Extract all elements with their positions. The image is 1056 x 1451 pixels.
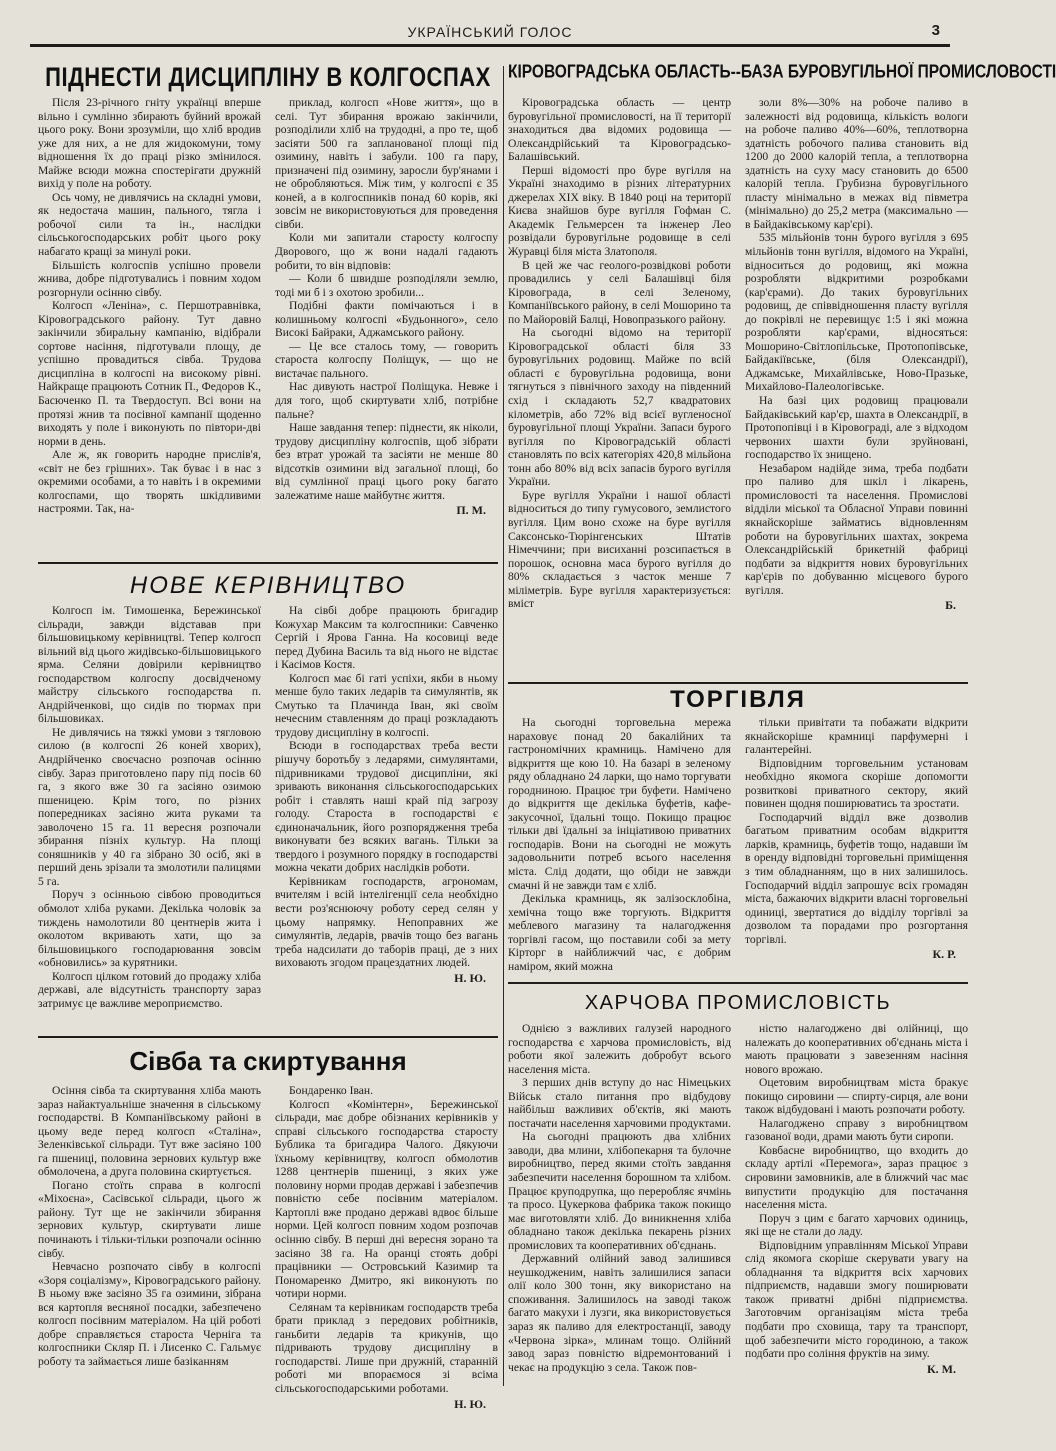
paragraph: Відповідним торговельним установам необхідно якомога скоріше допомогти розвиткові приватного сектору, який повинен щодня поширюватись та зростати. <box>745 756 968 811</box>
column-divider <box>503 66 504 1386</box>
paragraph: приклад, колгосп «Нове життя», що в селі. Тут збирання врожаю закінчили, розподілили хліб на трудодні, а про те, щоб засіяти 500 га запланованої площі під озимину, навіть і забули. 100 га пару, призначені під озимину, заросли бур'янами і не обробляються. Між тим, у колгоспі є 35 коней, а в колгоспників понад 60 корів, які зовсім не використовуються для проведення сівби. <box>275 96 498 231</box>
paragraph: Відповідним управлінням Міської Управи слід якомога скоріше скерувати увагу на обладнання та відкриття всіх харчових підприємств, надавши змогу поширювати також приватні дрібні підприємства. Заготовчим організаціям міста треба подбати про сховища, тару та транспорт, щоб забезпечити місто городиною, а також подбати про солiння фруктів на зиму. <box>745 1238 968 1361</box>
paragraph: Налагоджено справу з виробництвом газованої води, драми мають бути сиропи. <box>745 1116 968 1144</box>
paragraph: На сьогодні відомо на території Кіровоградської області біля 33 буровугільних родовищ. Майже по всій області є буровугільна родовища, вони тягнуться з північного заходу на південний схід і складають 52,7 квадратових кілометрів, або 72% від всієї вугленосної буровугільної площі України. Запаси бурого вугілля по Кіровоградській області становлять по всіх категоріях 420,8 мільйона тонн або 80% від всіх запасів бурого вугілля України. <box>508 326 731 489</box>
signature: К. Р. <box>932 947 956 962</box>
paragraph: Господарчий відділ вже дозволив багатьом приватним особам відкриття ларків, крамниць, буфетів тощо, надавши їм в оренду відповідні торговельні приміщення з тим обладнанням, що в них залишилось. Господарчий відділ запрошує всіх громадян міста, бажаючих відкрити власні торговельні одиниці, звертатися до відділу торгівлі за дозволом та порадами про розгортання торгівлі. <box>745 810 968 946</box>
paragraph: Колгосп має бi гаті успіхи, якби в ньому менше було таких ледарів та симулянтів, як Смутько та Плачинда Іван, які своїм нечесним ставленням до праці розкладають трудову дисципліну в колгоспі. <box>275 671 498 739</box>
paragraph: На базі цих родовищ працювали Байдаківський кар'єр, шахта в Олександрії, в Протопопівці і в Кіровограді, але з відходом червоних шахти були зруйновані, господарство їх знищено. <box>745 394 968 462</box>
paragraph: Декілька крамниць, як залізосклобіна, хемічна тощо вже торгують. Відкриття меблевого магазину та налагодження торгівлі гасом, що поставили собі за мету Кірторг в найближчий час, є добрим наміром, який можна <box>508 892 731 973</box>
column <box>275 1084 498 1439</box>
headline-leadership: НОВЕ КЕРІВНИЦТВО <box>129 572 407 599</box>
headline-food: ХАРЧОВА ПРОМИСЛОВІСТЬ <box>584 992 892 1014</box>
paragraph: На сівбі добре працюють бригадир Кожухар Максим та колгоспники: Савченко Сергій і Ярова Ганна. На косовиці веде перед Дубина Василь та від нього не відстає і Касімов Костя. <box>275 604 498 672</box>
headline-sowing: Сівба та скиртування <box>129 1046 407 1076</box>
column <box>745 716 968 978</box>
masthead <box>30 24 950 47</box>
article-sowing <box>38 1042 498 1442</box>
paragraph: — Це все сталось тому, — говорить староста колгоспу Поліщук, — що не вистачає пального. <box>275 339 498 380</box>
paragraph: Погано стоїть справа в колгоспі «Міхоєна», Сасівської сільради, цього ж району. Тут ще не закінчили збирання зернових культур, скиртувати лише починають і тільки-тільки розпочали осінню сівбу. <box>38 1178 261 1260</box>
paragraph: В цей же час геолого-розвідкові роботи провадились у селі Балашівці біля Кіровограда, в селі Зеленому, Компаніївського району, в селі Мошорино та по Майоровій Балці, Новопразького району. <box>508 258 731 326</box>
paragraph: Буре вугілля України і нашої області відноситься до типу гумусового, землистого вугілля. Цим воно схоже на буре вугілля Саксонсько-Тюрінгенських Штатів Німеччини; при висиханні розсипається в порошок, основна маса бурого вугілля до 80% складається з часток менше 7 міліметрів. Буре вугілля характеризується: вміст <box>508 488 731 611</box>
column <box>745 96 968 678</box>
paragraph: Однією з важливих галузей народного господарства є харчова промисловість, від роботи якої залежить добробут всього населення міста. <box>508 1022 731 1076</box>
paragraph: Ковбасне виробництво, що входить до складу артілі «Перемога», зараз працює з сировини замовників, але в ближчий час має випустити продукцію для постачання населення міста. <box>745 1143 968 1212</box>
column <box>38 96 261 554</box>
paragraph: ністю налагоджено дві олійниці, що належать до кооперативних об'єднань міста і мають працювати з завезенням насіння нового врожаю. <box>745 1022 968 1076</box>
paragraph: Оцетовим виробництвам міста бракує покищо сировини — спирту-сирця, але вони також відбудовані і мають розпочати роботу. <box>745 1076 968 1117</box>
paragraph: Колгосп цілком готовий до продажу хліба державі, але відсутність транспорту зараз затримує це важливе мероприємство. <box>38 969 261 1010</box>
signature: Б. <box>945 598 956 613</box>
column <box>275 96 498 554</box>
paragraph: — Коли б швидше розподіляли землю, тоді ми б і з охотою зробили... <box>275 272 498 299</box>
column <box>38 604 261 1028</box>
headline-discipline: ПІДНЕСТИ ДИСЦИПЛІНУ В КОЛГОСПАХ <box>45 62 491 92</box>
signature: К. М. <box>926 1361 956 1376</box>
paragraph: Кіровоградська область — центр буровугільної промисловості, на її території знаходиться два відомих родовища — Олександрійський та Кіровоградсько-Балашівський. <box>508 96 731 164</box>
rule <box>38 562 498 564</box>
article-trade <box>508 686 968 978</box>
paragraph: Колгосп «Леніна», с. Першотравнівка, Кіровоградського району. Тут давно закінчили збиральну кампанію, відібрали сортове насіння, підготували площу, де успішно провадиться сівба. Трудова дисципліна в колгоспі на високому рівні. Найкраще працюють Сотник П., Федоров К., Басюченко П. та Твердоступ. Всі вони на протязі жнив та посівної кампанії щоденно виходять у поле і виконують по півтори-дві норми в день. <box>38 299 261 448</box>
paragraph: Більшість колгоспів успішно провели жнива, добре підготувались і повним ходом розгорнули осінню сівбу. <box>38 258 261 299</box>
paragraph: Державний олійний завод залишився неушкодженим, навіть залишилися запаси олії коло 300 тонн, яку використано на споживання. Залишилось на заводі також багато макухи і лузги, яка використовується зараз як паливо для електростанції, заводу «Червона зірка», млинам тощо. Олійний завод зараз повністю відремонтований і чекає на продукцію з села. Також пов- <box>508 1252 731 1374</box>
paragraph: золи 8%—30% на робоче паливо в залежності від родовища, кількість вологи на робоче паливо 40%—60%, теплотворна здатність робочого палива становить від 1200 до 2000 калорій тепла, а теплотворна здатність на суху масу становить до 6500 калорій тепла. Грубизна буровугільного пласту мінімально в межах від півметра (мінімально) до 25,2 метра (максимально — в Байдаківському кар'єрі). <box>745 96 968 231</box>
article-discipline <box>38 62 498 557</box>
paragraph: На сьогодні торговельна мережа нараховує понад 20 бакалійних та гастрономічних крамниць. Намічено для відкриття ще кою 10. На базарі в зеленому ряду обладнано 24 ларки, що намо торгувати городниною. Працює три буфети. Намічено до відкриття ще декілька буфетів, кафе-закусочної, їдальні тощо. Покищо працює тільки дві їдальні за ініціативою приватних господарів. Вони на сьогодні не можуть задовольнити потреб всього населення міста. Слід додати, що обіди не завжди смачні й не завжди там є хліб. <box>508 716 731 892</box>
paragraph: Ось чому, не дивлячись на складні умови, як недостача машин, пального, тягла і робочої сили та ін., наслідки сільськогосподарських робіт цього року набагато кращі за минулі роки. <box>38 190 261 259</box>
rule <box>508 982 968 984</box>
column <box>508 1022 731 1440</box>
headline-trade: ТОРГІВЛЯ <box>670 686 806 713</box>
paragraph: Не дивлячись на тяжкі умови з тягловою силою (в колгоспі 26 коней хворих), Андрійченко своєчасно розпочав осінню сівбу. Зараз приготовлено пару під посів 60 га, з якого вже 30 га засіяно озимою пшеницею. Крім того, по різних попередниках засіяно жита руками та заволочено 15 га. 11 вересня розпочали збирання пізніх культур. На площі соняшників у 40 га зібрано 30 осіб, які в перший день зрізали та змолотили палицями 5 га. <box>38 725 261 888</box>
column <box>275 604 498 1028</box>
rule <box>38 1036 498 1038</box>
column <box>745 1022 968 1440</box>
paragraph: Але ж, як говорить народне прислів'я, «світ не без грішних». Так буває і в нас з окремими особами, а то навіть і в окремими колгоспами, що творять шкідливими настроями. Так, на- <box>38 448 261 516</box>
headline-kirovohrad: КІРОВОГРАДСЬКА ОБЛАСТЬ--БАЗА БУРОВУГІЛЬНОЇ ПРОМИСЛОВОСТІ <box>508 62 1056 83</box>
paragraph: Бондаренко Іван. <box>289 1084 374 1097</box>
paragraph: Селянам та керівникам господарств треба брати приклад з передових робітників, ганьбити ледарів та крикунів, що підривають трудову дисципліну в господарстві. Лише при дружній, старанній роботі ми впораємося зі всіма сільськогосподарськими роботами. <box>275 1300 498 1396</box>
column <box>38 1084 261 1439</box>
paragraph: Незабаром надійде зима, треба подбати про паливо для шкіл і лікарень, промисловості та населення. Промислові відділи міської та Обласної Управи повинні якнайскоріше займатись відновленням роботи на буровугільних шахтах, зокрема Олександрійській брикетній фабриці подбати за відкриття нових буровугільних кар'єрів по добуванню місцевого бурого вугілля. <box>745 461 968 597</box>
column <box>508 716 731 978</box>
paragraph: Подібні факти помічаються і в колишньому колгоспі «Будьонного», село Високі Байраки, Аджамського району. <box>275 299 498 340</box>
article-kirovohrad <box>508 62 1056 680</box>
paragraph: Невчасно розпочато сівбу в колгоспі «Зоря соціалізму», Кіровоградського району. В ньому вже засіяно 35 га озимини, зібрана вся картопля весняної посадки, забезпечено колгосп посівним матеріалом. На цій роботі добре справляється староста Черніга та колгоспники Скляр П. і Лисенко С. Гальмує роботу та займається лише базіканням <box>38 1260 261 1368</box>
paragraph: Після 23-річного гніту українці вперше вільно і сумлінно збирають буйний врожай цього року. Вони зрозуміли, що хліб вродив уже для них, а не для жидокомуни, тому відношення їх до праці різко змінилося. Майже всюди можна спостерігати дружній вихід у поле на роботу. <box>38 96 261 191</box>
article-leadership <box>38 568 498 1030</box>
paragraph: Поруч з цим є багато харчових одиниць, які ще не стали до ладу. <box>745 1211 968 1239</box>
paragraph: Осіння сівба та скиртування хліба мають зараз найактуальніше значення в сільському господарстві. В Компаніївському районі в цьому веде перед колгосп «Сталіна», Зеленківської сільради. Тут вже засіяно 100 га пшениці, половина зернових культур вже обмолочена, а друга половина скиртується. <box>38 1084 261 1179</box>
article-food <box>508 988 968 1442</box>
paragraph: Наше завдання тепер: піднести, як ніколи, трудову дисципліну колгоспів, щоб зібрати без втрат урожай та засіяти не менше 80 відсотків озимини від загальної площі, бо від сумлінної праці цього року багато залежатиме наше майбутнє життя. <box>275 421 498 502</box>
page-number: 3 <box>931 22 940 39</box>
signature: Н. Ю. <box>454 970 486 985</box>
paragraph: Колгосп «Комінтерн», Бережинської сільради, має добре обізнаних керівників у справі сільського господарства старосту Бублика та бригадира Чалого. Дякуючи їхньому керівництву, колгосп обмолотив 1288 центнерів пшениці, з яких уже половину норми продав державі і забезпечив повністю себе посівним матеріалом. Картоплі вже продано державі вдвоє більше норми. Цей колгосп повним ходом розпочав осінню сівбу. В перші дні вересня зорано та засіяно 38 га. На оранці стоять добрі працівники — Островський Казимир та Пономаренко Дмитро, які виконують по чотири норми. <box>275 1097 498 1301</box>
paragraph: Колгосп ім. Тимошенка, Бережинської сільради, завжди відставав при більшовицькому керівництві. Тепер колгосп вільний від цього жидівсько-більшовицького ярма. Селяни довірили керівництво господарством колгоспу досвідченому майстру сільського господарства п. Андрійченкові, що сидів по тюрмах при більшовиках. <box>38 604 261 726</box>
paragraph: Поруч з осінньою сівбою проводиться обмолот хліба руками. Декілька чоловік за тиждень намолотили 80 центнерів жита і околотом вкривають хати, що за більшовицького господарювання зовсім «обновились» за курятники. <box>38 888 261 970</box>
paragraph: На сьогодні працюють два хлібних заводи, два млини, хлібопекарня та булочне виробництво, перед якими стоїть завдання забезпечити населення борошном та хлібом. Працює круподрупка, що переробляє ячмінь та просо. Цукеркова фабрика також покищо має виготовляти хліб. До виникнення хліба обладнано також декілька пекарень різних промислових та кооперативних об'єднань. <box>508 1130 731 1252</box>
paragraph: Керівникам господарств, агрономам, вчителям і всій інтелігенції села необхідно вести роз'яснюючу роботу серед селян у цьому напрямку. Непоправних же симулянтів, ледарів, рвачів тощо без вагань треба надсилати до таборів праці, де з них виховають згодом працездатних людей. <box>275 874 498 970</box>
paper-name: УКРАЇНСЬКИЙ ГОЛОС <box>407 24 573 40</box>
paragraph: Перші відомості про буре вугілля на Україні знаходимо в різних літературних джерелах XIX віку. В 1840 році на території Києва знайшов буре вугілля Гофман С. Академік Гельмерсен та інженер Лео розвідали буровугільне родовище в селі Журавці біля міста Златополя. <box>508 163 731 259</box>
paragraph: Коли ми запитали старосту колгоспу Дворового, що ж вони надалі гадають робити, то він відповів: <box>275 231 498 272</box>
paragraph: 535 мільйонів тонн бурого вугілля з 695 мільйонів тонн вугілля, відомого на Україні, відноситься до родовищ, які можна розробляти відкритими розробками (кар'єрами). До таких буровугільних родовищ, де співвідношення пласту вугілля до покрівлі не перевищує 1:5 і які можна розробляти кар'єрами, відносяться: Мошорино-Світлопільське, Протопопівське, Байдакіївське, (біля Олександрії), Аджамське, Михайлівське, Ново-Празьке, Михайлово-Палеологівське. <box>745 231 968 394</box>
paragraph: Всюди в господарствах треба вести рішучу боротьбу з ледарями, симулянтами, підривниками трудової дисципліни, які зривають виконання сільськогосподарських робіт і ставлять нашi край під загрозу голоду. Староста в господарстві є єдиноначальник, його розпорядження треба виконувати без всяких вагань. Тільки за твердого і розумного порядку в господарстві можна чекати добрих наслідків роботи. <box>275 739 498 875</box>
signature: П. М. <box>456 503 486 518</box>
paragraph: З перших днів вступу до нас Німецьких Військ стало питання про відбудову найбільш важливих об'єктів, які мають постачати населення харчовими продуктами. <box>508 1076 732 1130</box>
rule <box>508 682 968 684</box>
column <box>508 96 731 678</box>
paragraph: тільки привітати та побажати відкрити якнайскоріше крамниці парфумерні і галантерейні. <box>745 716 968 757</box>
signature: Н. Ю. <box>454 1396 486 1411</box>
paragraph: Нас дивують настрої Поліщука. Невже і для того, щоб скиртувати хліб, потрібне пальне? <box>275 380 498 421</box>
